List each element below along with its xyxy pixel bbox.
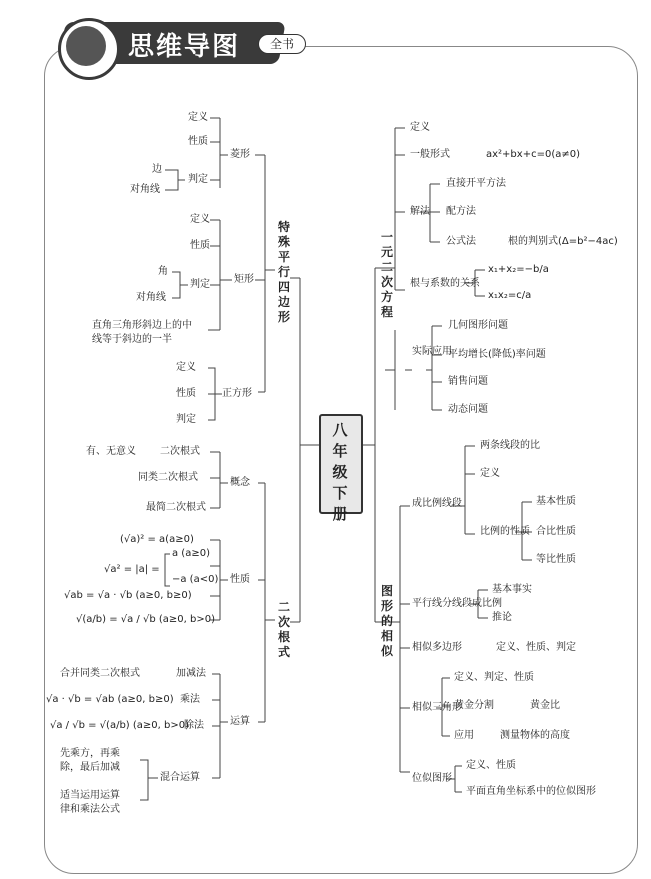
prop-formula-2c: −a (a<0) <box>172 574 219 585</box>
similar-branch-title: 图形的相似 <box>380 584 393 658</box>
solve-3b: 根的判别式(Δ=b²−4ac) <box>508 236 618 247</box>
page-title: 思维导图 <box>128 32 241 62</box>
square-prop: 性质 <box>176 388 196 399</box>
poly-1: 定义、性质、判定 <box>496 642 576 653</box>
vieta-2: x₁x₂=c/a <box>488 290 532 301</box>
quadeq-def: 定义 <box>410 122 430 133</box>
radical-prop-node: 性质 <box>230 574 250 585</box>
tri-2b: 黄金比 <box>530 700 560 711</box>
scope-tag: 全书 <box>258 34 306 54</box>
app-1: 几何图形问题 <box>448 320 508 331</box>
app-4: 动态问题 <box>448 404 488 415</box>
center-node-label: 八年级下册 <box>332 421 348 523</box>
solve-1: 直接开平方法 <box>446 178 506 189</box>
tri-2: 黄金分割 <box>454 700 494 711</box>
seg-2: 定义 <box>480 468 500 479</box>
square-def: 定义 <box>176 362 196 373</box>
prop-formula-2a: √a² = |a| = <box>104 564 160 575</box>
ops-mix-4: 律和乘法公式 <box>60 804 120 815</box>
ops-div: √a / √b = √(a/b) (a≥0, b>0) <box>50 720 189 731</box>
rect-prop: 性质 <box>190 240 210 251</box>
prop-formula-1: (√a)² = a(a≥0) <box>120 534 194 545</box>
pos-node: 位似图形 <box>412 773 452 784</box>
app-2: 平均增长(降低)率问题 <box>448 349 546 360</box>
concept-b: 同类二次根式 <box>138 472 198 483</box>
rhombus-prop: 性质 <box>188 136 208 147</box>
tri-node: 相似三角形 <box>412 702 462 713</box>
quadeq-vieta: 根与系数的关系 <box>410 278 480 289</box>
solve-2: 配方法 <box>446 206 476 217</box>
seg-node: 成比例线段 <box>412 498 462 509</box>
seg-3: 比例的性质 <box>480 526 530 537</box>
ops-mix-label: 混合运算 <box>160 772 200 783</box>
rect-note-1: 直角三角形斜边上的中 <box>92 320 192 331</box>
app-3: 销售问题 <box>448 376 488 387</box>
rhombus-diag: 对角线 <box>130 184 160 195</box>
rhombus-side: 边 <box>152 164 162 175</box>
quadeq-solve: 解法 <box>410 206 430 217</box>
ops-div-label: 除法 <box>184 720 204 731</box>
poly-node: 相似多边形 <box>412 642 462 653</box>
ops-add: 合并同类二次根式 <box>60 668 140 679</box>
radical-branch-title: 二次根式 <box>277 600 290 659</box>
solve-3: 公式法 <box>446 236 476 247</box>
rect-judge: 判定 <box>190 279 210 290</box>
ops-mix-2: 除，最后加减 <box>60 762 120 773</box>
concept-a: 有、无意义 <box>86 446 136 457</box>
tri-3b: 测量物体的高度 <box>500 730 570 741</box>
rect-diag: 对角线 <box>136 292 166 303</box>
concept-c: 最简二次根式 <box>146 502 206 513</box>
square-judge: 判定 <box>176 414 196 425</box>
ops-mul: √a · √b = √ab (a≥0, b≥0) <box>46 694 174 705</box>
pos-1: 定义、性质 <box>466 760 516 771</box>
ops-node: 运算 <box>230 716 250 727</box>
quad-branch-title: 特殊平行四边形 <box>277 220 290 324</box>
ops-mul-label: 乘法 <box>180 694 200 705</box>
prop-formula-4: √(a/b) = √a / √b (a≥0, b>0) <box>76 614 215 625</box>
rect-def: 定义 <box>190 214 210 225</box>
quadeq-app: 实际应用 <box>412 346 452 357</box>
rhombus-judge: 判定 <box>188 174 208 185</box>
rect-node: 矩形 <box>234 274 254 285</box>
pos-2: 平面直角坐标系中的位似图形 <box>466 786 596 797</box>
seg-prop-1: 基本性质 <box>536 496 576 507</box>
ops-add-label: 加减法 <box>176 668 206 679</box>
seg-prop-2: 合比性质 <box>536 526 576 537</box>
ops-mix-1: 先乘方，再乘 <box>60 748 120 759</box>
tri-1: 定义、判定、性质 <box>454 672 534 683</box>
quadeq-branch-title: 一元二次方程 <box>380 230 393 319</box>
square-node: 正方形 <box>222 388 252 399</box>
concept-a2: 二次根式 <box>160 446 200 457</box>
rhombus-node: 菱形 <box>230 149 250 160</box>
vieta-1: x₁+x₂=−b/a <box>488 264 549 275</box>
seg-1: 两条线段的比 <box>480 440 540 451</box>
prop-formula-2b: a (a≥0) <box>172 548 210 559</box>
par-node: 平行线分线段成比例 <box>412 598 502 609</box>
seg-prop-3: 等比性质 <box>536 554 576 565</box>
ops-mix-3: 适当运用运算 <box>60 790 120 801</box>
rect-note-2: 线等于斜边的一半 <box>92 334 172 345</box>
prop-formula-3: √ab = √a · √b (a≥0, b≥0) <box>64 590 192 601</box>
quadeq-general-formula: ax²+bx+c=0(a≠0) <box>486 149 580 160</box>
rhombus-def: 定义 <box>188 112 208 123</box>
par-1: 基本事实 <box>492 584 532 595</box>
rect-angle: 角 <box>158 266 168 277</box>
concept-node: 概念 <box>230 477 250 488</box>
tri-3: 应用 <box>454 730 474 741</box>
par-2: 推论 <box>492 612 512 623</box>
quadeq-general: 一般形式 <box>410 149 450 160</box>
